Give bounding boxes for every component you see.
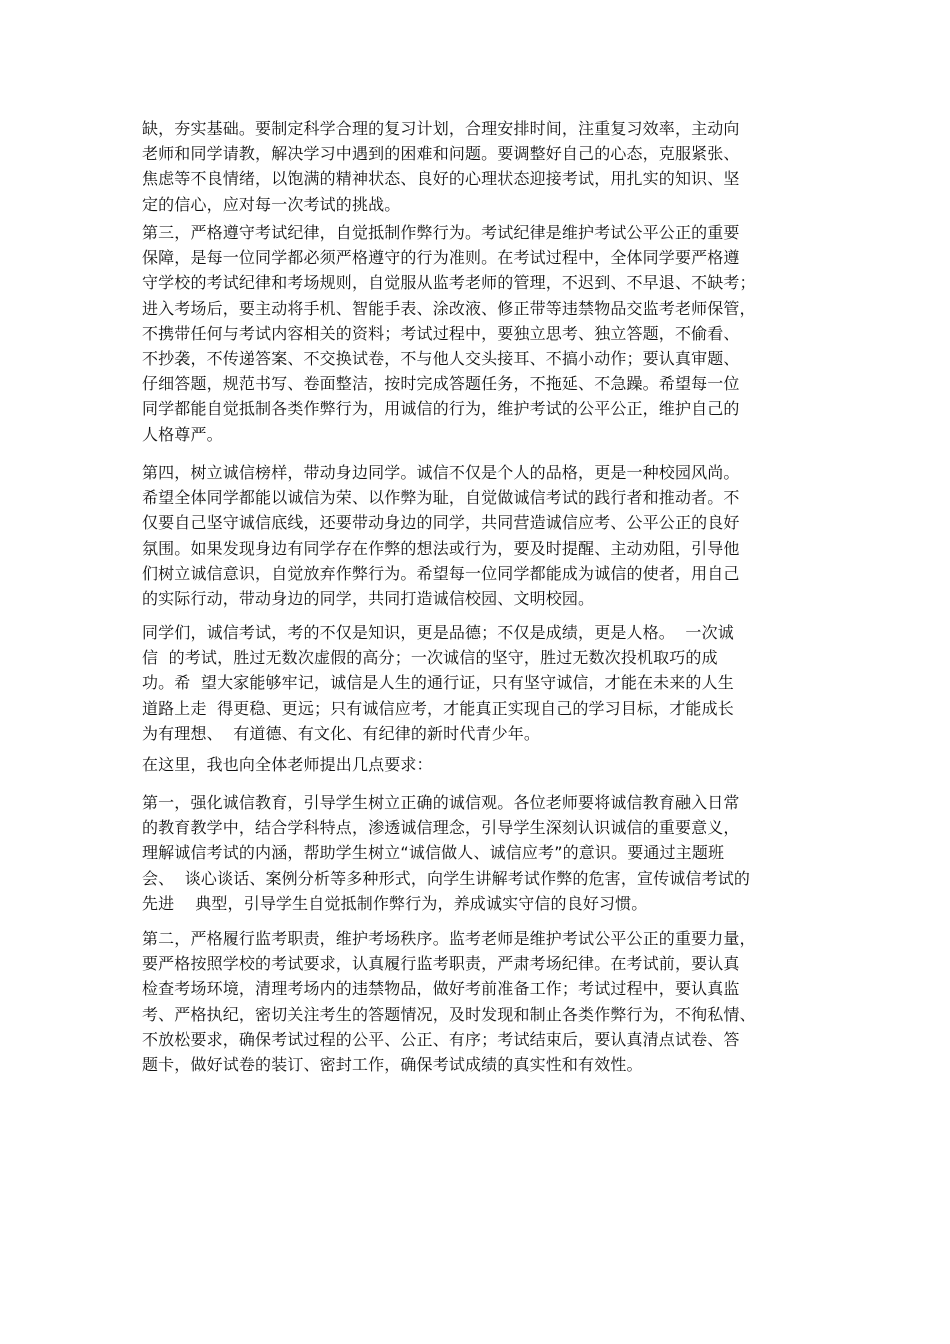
text-line: 们树立诚信意识，自觉放弃作弊行为。希望每一位同学都能成为诚信的使者，用自己 xyxy=(142,563,740,583)
text-line: 的教育教学中，结合学科特点，渗透诚信理念，引导学生深刻认识诚信的重要意义， xyxy=(142,818,740,838)
paragraph-teacher-intro xyxy=(142,752,822,777)
text-line: 第四，树立诚信榜样，带动身边同学。诚信不仅是个人的品格，更是一种校园风尚。 xyxy=(142,463,740,482)
paragraph-teacher-first xyxy=(142,790,822,916)
text-line: 会、 谈心谈话、案例分析等多种形式，向学生讲解考试作弊的危害，宣传诚信考试的 xyxy=(142,868,751,888)
text-line: 仅要自己坚守诚信底线，还要带动身边的同学，共同营造诚信应考、公平公正的良好 xyxy=(142,513,740,533)
paragraph-fourth-integrity-model xyxy=(142,460,822,611)
text-line: 同学都能自觉抵制各类作弊行为，用诚信的行为，维护考试的公平公正，维护自己的 xyxy=(142,399,740,419)
paragraph-study-preparation xyxy=(142,116,822,217)
text-line: 道路上走 得更稳、更远；只有诚信应考，才能真正实现自己的学习目标，才能成长 xyxy=(142,698,734,718)
paragraph-teacher-second xyxy=(142,926,822,1077)
text-line: 不放松要求，确保考试过程的公平、公正、有序；考试结束后，要认真清点试卷、答 xyxy=(142,1029,740,1049)
text-line: 在这里，我也向全体老师提出几点要求： xyxy=(142,755,433,774)
text-line: 要严格按照学校的考试要求，认真履行监考职责，严肃考场纪律。在考试前，要认真 xyxy=(142,954,740,974)
text-line: 检查考场环境，清理考场内的违禁物品，做好考前准备工作；考试过程中，要认真监 xyxy=(142,979,740,999)
text-line: 第一，强化诚信教育，引导学生树立正确的诚信观。各位老师要将诚信教育融入日常 xyxy=(142,793,740,812)
text-line: 希望全体同学都能以诚信为荣、以作弊为耻，自觉做诚信考试的践行者和推动者。不 xyxy=(142,488,740,508)
text-line: 同学们，诚信考试，考的不仅是知识，更是品德；不仅是成绩，更是人格。 一次诚 xyxy=(142,623,734,642)
text-line: 的实际行动，带动身边的同学，共同打造诚信校园、文明校园。 xyxy=(142,588,595,608)
text-line: 先进 典型，引导学生自觉抵制作弊行为，养成诚实守信的良好习惯。 xyxy=(142,893,648,913)
text-line: 信 的考试，胜过无数次虚假的高分；一次诚信的坚守，胜过无数次投机取巧的成 xyxy=(142,648,718,668)
text-line: 定的信心，应对每一次考试的挑战。 xyxy=(142,194,401,214)
text-line: 不携带任何与考试内容相关的资料；考试过程中，要独立思考、独立答题，不偷看、 xyxy=(142,323,740,343)
text-line: 功。希 望大家能够牢记，诚信是人生的通行证，只有坚守诚信，才能在未来的人生 xyxy=(142,673,734,693)
paragraph-students-summary xyxy=(142,620,822,746)
text-line: 题卡，做好试卷的装订、密封工作，确保考试成绩的真实性和有效性。 xyxy=(142,1054,643,1074)
text-line: 仔细答题，规范书写、卷面整洁，按时完成答题任务，不拖延、不急躁。希望每一位 xyxy=(142,374,740,394)
text-line: 老师和同学请教，解决学习中遇到的困难和问题。要调整好自己的心态，克服紧张、 xyxy=(142,144,740,164)
text-line: 第三，严格遵守考试纪律，自觉抵制作弊行为。考试纪律是维护考试公平公正的重要 xyxy=(142,223,740,242)
text-line: 第二，严格履行监考职责，维护考场秩序。监考老师是维护考试公平公正的重要力量， xyxy=(142,929,756,948)
text-line: 守学校的考试纪律和考场规则，自觉服从监考老师的管理，不迟到、不早退、不缺考； xyxy=(142,273,756,293)
text-line: 进入考场后，要主动将手机、智能手表、涂改液、修正带等违禁物品交监考老师保管， xyxy=(142,298,756,318)
text-line: 焦虑等不良情绪，以饱满的精神状态、良好的心理状态迎接考试，用扎实的知识、坚 xyxy=(142,169,740,189)
text-line: 保障，是每一位同学都必须严格遵守的行为准则。在考试过程中，全体同学要严格遵 xyxy=(142,248,740,268)
text-line: 理解诚信考试的内涵，帮助学生树立“诚信做人、诚信应考”的意识。要通过主题班 xyxy=(142,843,725,863)
text-line: 人格尊严。 xyxy=(142,424,223,444)
paragraph-third-exam-discipline xyxy=(142,220,822,447)
text-line: 考、严格执纪，密切关注考生的答题情况，及时发现和制止各类作弊行为，不徇私情、 xyxy=(142,1004,756,1024)
text-line: 氛围。如果发现身边有同学存在作弊的想法或行为，要及时提醒、主动劝阻，引导他 xyxy=(142,538,740,558)
text-line: 不抄袭，不传递答案、不交换试卷，不与他人交头接耳、不搞小动作；要认真审题、 xyxy=(142,348,740,368)
text-line: 缺，夯实基础。要制定科学合理的复习计划，合理安排时间，注重复习效率，主动向 xyxy=(142,119,740,138)
text-line: 为有理想、 有道德、有文化、有纪律的新时代青少年。 xyxy=(142,723,541,743)
